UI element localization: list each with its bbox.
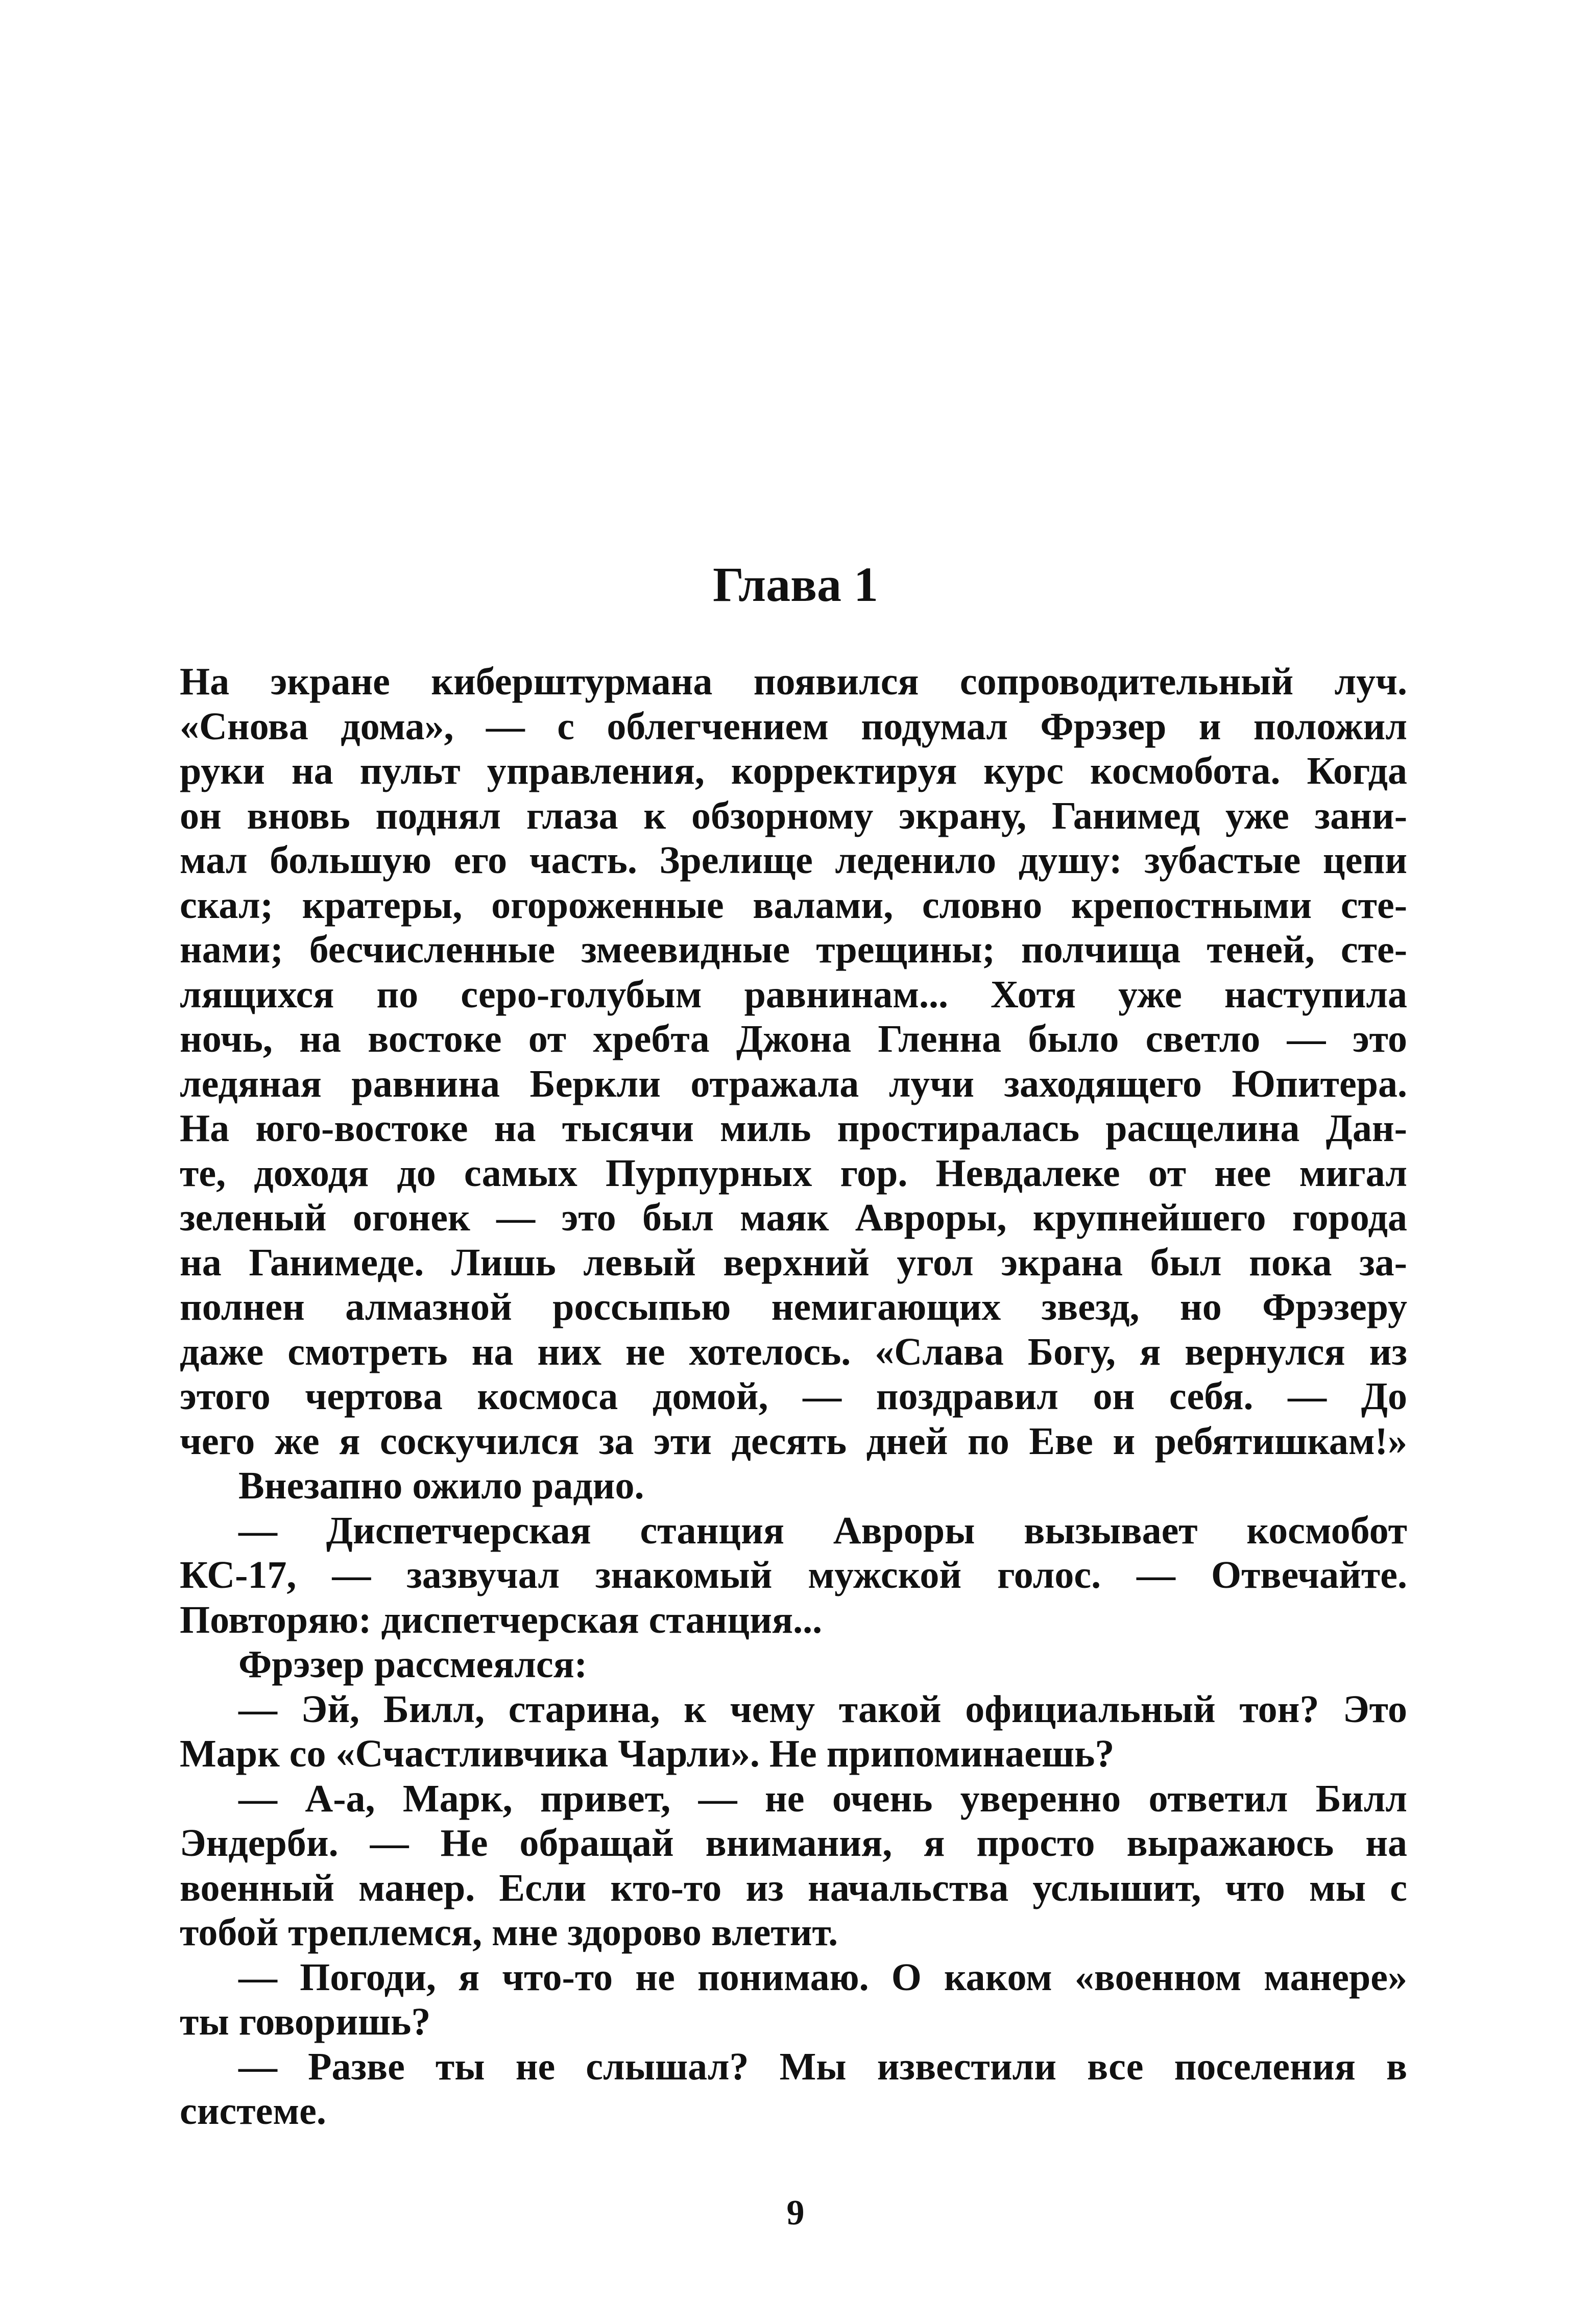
- text-line: Эндерби. — Не обращай внимания, я просто выражаюсь на: [180, 1822, 1407, 1865]
- text-line: те, доходя до самых Пурпурных гор. Невдалеке от нее мигал: [180, 1151, 1407, 1195]
- text-line: на Ганимеде. Лишь левый верхний угол экрана был пока за-: [180, 1241, 1407, 1284]
- text-line: лящихся по серо-голубым равнинам... Хотя уже наступила: [180, 973, 1407, 1016]
- text-line: тобой треплемся, мне здорово влетит.: [180, 1911, 838, 1954]
- text-line: руки на пульт управления, корректируя курс космобота. Когда: [180, 749, 1407, 792]
- text-line: «Снова дома», — с облегчением подумал Фрэзер и положил: [180, 705, 1407, 748]
- text-line: — Разве ты не слышал? Мы известили все поселения в: [238, 2045, 1407, 2088]
- text-line: зеленый огонек — это был маяк Авроры, крупнейшего города: [180, 1196, 1407, 1239]
- text-line: военный манер. Если кто-то из начальства услышит, что мы с: [180, 1866, 1407, 1909]
- text-line: системе.: [180, 2090, 326, 2133]
- text-line: — А-а, Марк, привет, — не очень уверенно ответил Билл: [238, 1777, 1407, 1820]
- text-line: Фрэзер рассмеялся:: [238, 1643, 588, 1686]
- body-text: [180, 660, 1407, 2134]
- text-line: КС-17, — зазвучал знакомый мужской голос. — Отвечайте.: [180, 1554, 1407, 1596]
- text-line: ночь, на востоке от хребта Джона Гленна было светло — это: [180, 1018, 1407, 1060]
- page-number: 9: [786, 2193, 805, 2233]
- text-line: На юго-востоке на тысячи миль простиралась расщелина Дан-: [180, 1107, 1407, 1150]
- text-line: скал; кратеры, огороженные валами, словно крепостными сте-: [180, 883, 1407, 927]
- text-line: нами; бесчисленные змеевидные трещины; полчища теней, сте-: [180, 928, 1407, 971]
- text-line: чего же я соскучился за эти десять дней по Еве и ребятишкам!»: [180, 1419, 1407, 1463]
- text-line: полнен алмазной россыпью немигающих звезд, но Фрэзеру: [180, 1286, 1407, 1328]
- text-line: ледяная равнина Беркли отражала лучи заходящего Юпитера.: [180, 1062, 1407, 1105]
- text-line: На экране киберштурмана появился сопроводительный луч.: [180, 660, 1407, 703]
- text-line: даже смотреть на них не хотелось. «Слава Богу, я вернулся из: [180, 1330, 1407, 1373]
- text-line: — Эй, Билл, старина, к чему такой официальный тон? Это: [238, 1687, 1407, 1731]
- text-line: Внезапно ожило радио.: [238, 1464, 644, 1507]
- text-line: — Погоди, я что-то не понимаю. О каком «военном манере»: [238, 1955, 1407, 1999]
- chapter-title: Глава 1: [713, 557, 878, 612]
- text-line: он вновь поднял глаза к обзорному экрану, Ганимед уже зани-: [180, 794, 1407, 837]
- text-line: мал большую его часть. Зрелище леденило душу: зубастые цепи: [180, 839, 1407, 882]
- text-line: — Диспетчерская станция Авроры вызывает космобот: [238, 1509, 1407, 1552]
- text-line: Марк со «Счастливчика Чарли». Не припоминаешь?: [180, 1732, 1115, 1775]
- text-line: этого чертова космоса домой, — поздравил он себя. — До: [180, 1375, 1407, 1418]
- text-line: Повторяю: диспетчерская станция...: [180, 1598, 823, 1641]
- text-line: ты говоришь?: [180, 2000, 431, 2043]
